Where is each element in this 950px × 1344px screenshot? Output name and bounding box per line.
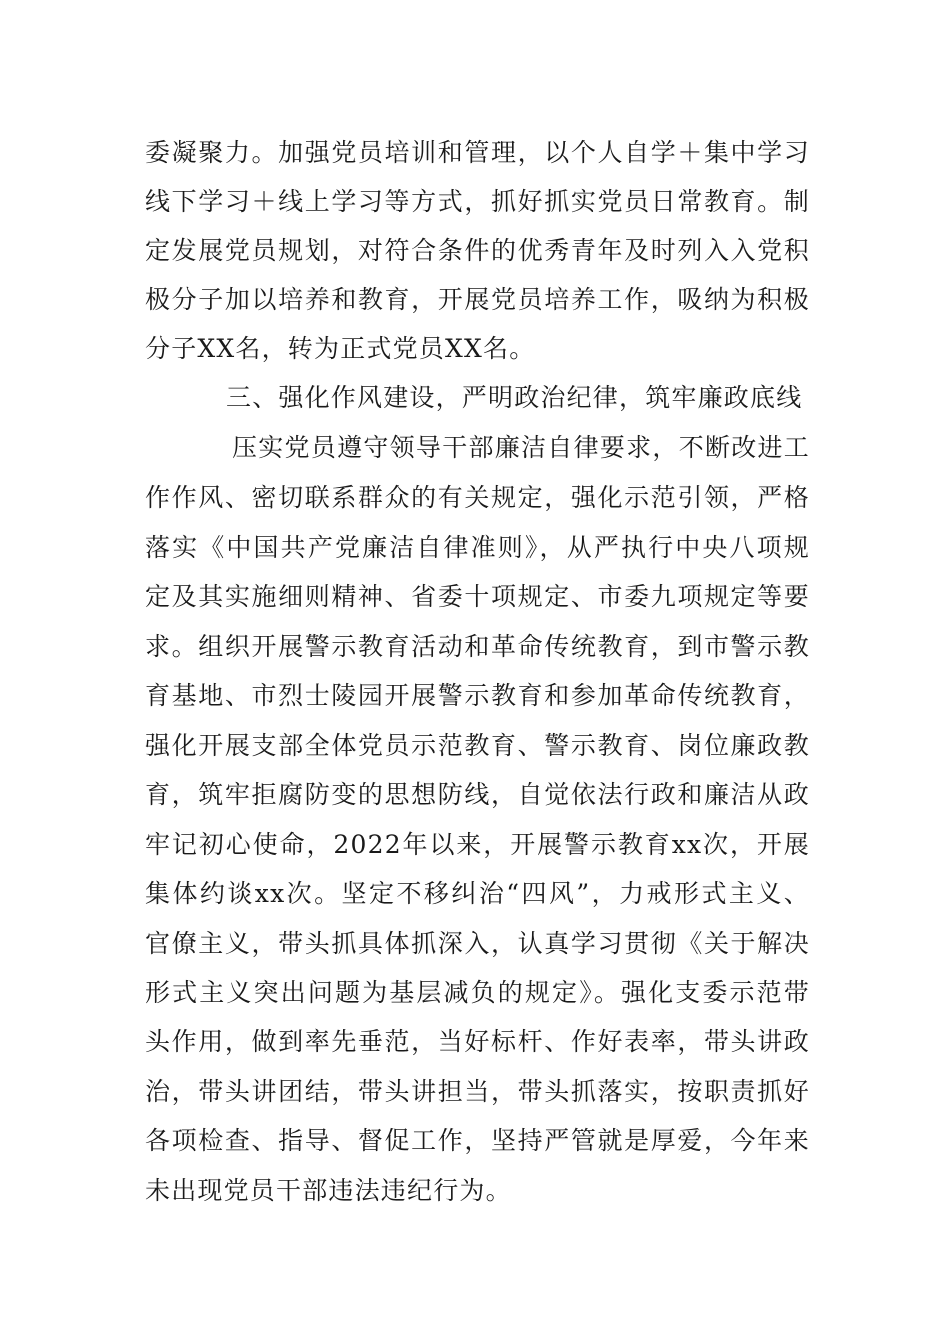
paragraph-1-line-1: 委凝聚力。加强党员培训和管理，以个人自学＋集中学习	[145, 138, 810, 167]
paragraph-2-line-13: 头作用，做到率先垂范，当好标杆、作好表率，带头讲政	[145, 1027, 810, 1056]
paragraph-2-line-1: 压实党员遵守领导干部廉洁自律要求，不断改进工	[232, 433, 810, 462]
paragraph-1-line-2: 线下学习＋线上学习等方式，抓好抓实党员日常教育。制	[145, 187, 810, 216]
paragraph-2-line-5: 求。组织开展警示教育活动和革命传统教育，到市警示教	[145, 632, 810, 661]
paragraph-2-line-15: 各项检查、指导、督促工作，坚持严管就是厚爱，今年来	[145, 1126, 810, 1155]
paragraph-2-line-10: 集体约谈xx次。坚定不移纠治“四风”，力戒形式主义、	[145, 879, 810, 908]
paragraph-2-line-16: 未出现党员干部违法违纪行为。	[145, 1176, 512, 1205]
paragraph-2-line-14: 治，带头讲团结，带头讲担当，带头抓落实，按职责抓好	[145, 1077, 810, 1106]
paragraph-1-line-4: 极分子加以培养和教育，开展党员培养工作，吸纳为积极	[145, 285, 810, 314]
paragraph-2-line-4: 定及其实施细则精神、省委十项规定、市委九项规定等要	[145, 582, 810, 611]
paragraph-2-line-11: 官僚主义，带头抓具体抓深入，认真学习贯彻《关于解决	[145, 929, 810, 958]
paragraph-2-line-6: 育基地、市烈士陵园开展警示教育和参加革命传统教育，	[145, 681, 810, 710]
paragraph-2-line-9: 牢记初心使命，2022年以来，开展警示教育xx次，开展	[145, 830, 810, 859]
paragraph-1-line-3: 定发展党员规划，对符合条件的优秀青年及时列入入党积	[145, 236, 810, 265]
paragraph-2-line-2: 作作风、密切联系群众的有关规定，强化示范引领，严格	[145, 483, 810, 512]
paragraph-2-line-8: 育，筑牢拒腐防变的思想防线，自觉依法行政和廉洁从政	[145, 780, 810, 809]
paragraph-2-line-12: 形式主义突出问题为基层减负的规定》。强化支委示范带	[145, 978, 810, 1007]
section-heading: 三、强化作风建设，严明政治纪律，筑牢廉政底线	[226, 383, 803, 412]
paragraph-2-line-7: 强化开展支部全体党员示范教育、警示教育、岗位廉政教	[145, 731, 810, 760]
paragraph-1-line-5: 分子XX名，转为正式党员XX名。	[145, 334, 536, 363]
paragraph-2-line-3: 落实《中国共产党廉洁自律准则》，从严执行中央八项规	[145, 533, 810, 562]
